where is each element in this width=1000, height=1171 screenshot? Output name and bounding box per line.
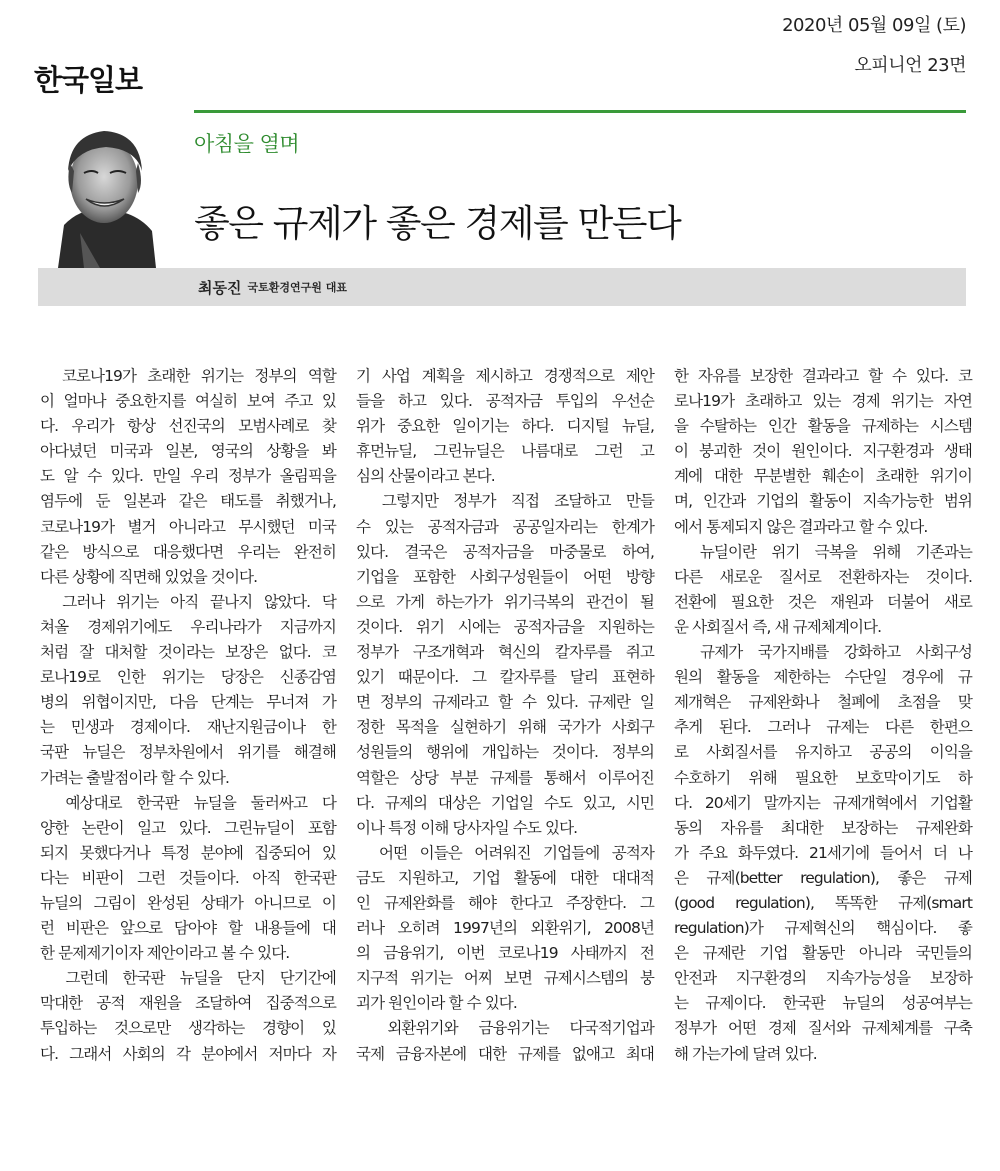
author-photo [40, 113, 168, 268]
article-line: 는 민생과 경제이다. 재난지원금이나 한 [40, 718, 336, 737]
article-line: 금도 지원하고, 기업 활동에 대한 대대적 [356, 868, 654, 887]
article-line: 으로 가게 하는가가 위기극복의 관건이 될 [356, 592, 654, 611]
article-line: 있다. 결국은 공적자금을 마중물로 하여, [356, 542, 654, 561]
article-line: 같은 방식으로 대응했다면 우리는 완전히 [40, 542, 336, 561]
article-line: 뉴딜의 그림이 완성된 상태가 아니므로 이 [40, 893, 336, 912]
article-line: 정한 목적을 실현하기 위해 국가가 사회구 [356, 718, 654, 737]
article-line: 막대한 공적 재원을 조달하여 집중적으로 [40, 994, 336, 1013]
article-line: 예상대로 한국판 뉴딜을 둘러싸고 다 [40, 793, 336, 812]
article-line: 괴가 원인이라 할 수 있다. [356, 994, 517, 1013]
article-line: 들을 하고 있다. 공적자금 투입의 우선순 [356, 392, 654, 411]
article-line: 외환위기와 금융위기는 다국적기업과 [356, 1019, 654, 1038]
article-line: 도 알 수 있다. 만일 우리 정부가 올림픽을 [40, 467, 336, 486]
section-divider [194, 110, 966, 113]
article-line: 가려는 출발점이라 할 수 있다. [40, 768, 230, 787]
article-line: 에서 통제되지 않은 결과라고 할 수 있다. [674, 517, 928, 536]
article-line: 운 사회질서 즉, 새 규제체계이다. [674, 617, 882, 636]
publication-date: 2020년 05월 09일 (토) [782, 15, 966, 36]
article-line: 있기 때문이다. 그 칼자루를 달리 표현하 [356, 668, 654, 687]
article-line: 양한 논란이 일고 있다. 그린뉴딜이 포함 [40, 818, 336, 837]
article-line: 다. 규제의 대상은 기업일 수도 있고, 시민 [356, 793, 654, 812]
article-line: (good regulation), 똑똑한 규제(smart [674, 893, 972, 912]
article-line: 을 수탈하는 인간 활동을 규제하는 시스템 [674, 417, 972, 436]
article-line: 정부가 구조개혁과 혁신의 칼자루를 쥐고 [356, 643, 654, 662]
article-line: 것이다. 위기 시에는 공적자금을 지원하는 [356, 617, 654, 636]
article-line: 위가 중요한 일이기는 하다. 디지털 뉴딜, [356, 417, 654, 436]
article-line: 그러나 위기는 아직 끝나지 않았다. 닥 [40, 592, 336, 611]
article-line: 전환에 필요한 것은 재원과 더불어 새로 [674, 592, 972, 611]
article-line: 의 금융위기, 이번 코로나19 사태까지 전 [356, 944, 654, 963]
article-line: 인 규제완화를 해야 한다고 주장한다. 그 [356, 893, 654, 912]
article-line: 지구적 위기는 어찌 보면 규제시스템의 붕 [356, 969, 654, 988]
article-line: 추게 된다. 그러나 규제는 다른 한편으 [674, 718, 972, 737]
article-line: 며, 인간과 기업의 활동이 지속가능한 범위 [674, 492, 972, 511]
article-line: 러나 오히려 1997년의 외환위기, 2008년 [356, 919, 654, 938]
article-line: 은 규제란 기업 활동만 아니라 국민들의 [674, 944, 972, 963]
article-line: 어떤 이들은 어려워진 기업들에 공적자 [356, 843, 654, 862]
article-line: regulation)가 규제혁신의 핵심이다. 좋 [674, 919, 972, 938]
article-line: 규제가 국가지배를 강화하고 사회구성 [674, 643, 972, 662]
section-page: 오피니언 23면 [854, 55, 966, 76]
article-line: 가 주요 화두였다. 21세기에 들어서 더 나 [674, 843, 972, 862]
article-line: 다. 그래서 사회의 각 분야에서 저마다 자 [40, 1044, 336, 1063]
article-line: 성원들의 행위에 개입하는 것이다. 정부의 [356, 743, 654, 762]
article-line: 국판 뉴딜은 정부차원에서 위기를 해결해 [40, 743, 336, 762]
article-line: 한 문제제기이자 제안이라고 볼 수 있다. [40, 944, 290, 963]
publication-masthead: 한국일보 [34, 63, 143, 97]
article-line: 로나19가 초래하고 있는 경제 위기는 자연 [674, 392, 972, 411]
article-line: 이나 특정 이해 당사자일 수도 있다. [356, 818, 578, 837]
article-line: 처럼 잘 대처할 것이라는 보장은 없다. 코 [40, 643, 336, 662]
article-column-3 [674, 364, 972, 1067]
article-line: 다. 우리가 항상 선진국의 모범사례로 찾 [40, 417, 336, 436]
article-line: 국제 금융자본에 대한 규제를 없애고 최대 [356, 1044, 654, 1063]
dateline [782, 6, 966, 86]
article-line: 수 있는 공적자금과 공공일자리는 한계가 [356, 517, 654, 536]
article-line: 투입하는 것으로만 생각하는 경향이 있 [40, 1019, 336, 1038]
article-column-2 [356, 364, 654, 1067]
article-line: 휴먼뉴딜, 그린뉴딜은 나름대로 그런 고 [356, 442, 654, 461]
byline-bar [38, 268, 966, 306]
article-line: 기업을 포함한 사회구성원들이 어떤 방향 [356, 567, 654, 586]
article-line: 안전과 지구환경의 지속가능성을 보장하 [674, 969, 972, 988]
article-line: 정부가 어떤 경제 질서와 규제체계를 구축 [674, 1019, 972, 1038]
article-line: 동의 자유를 최대한 보장하는 규제완화 [674, 818, 972, 837]
article-line: 면 정부의 규제라고 할 수 있다. 규제란 일 [356, 693, 654, 712]
article-line: 계에 대한 무분별한 훼손이 초래한 위기이 [674, 467, 972, 486]
article-headline: 좋은 규제가 좋은 경제를 만든다 [194, 202, 681, 245]
article-line: 병의 위협이지만, 다음 단계는 무너져 가 [40, 693, 336, 712]
article-line: 제개혁은 규제완화나 철폐에 초점을 맞 [674, 693, 972, 712]
article-line: 이 붕괴한 것이 원인이다. 지구환경과 생태 [674, 442, 972, 461]
article-line: 로 사회질서를 유지하고 공공의 이익을 [674, 743, 972, 762]
article-line: 아다녔던 미국과 일본, 영국의 상황을 봐 [40, 442, 336, 461]
article-line: 되지 못했다거나 특정 분야에 집중되어 있 [40, 843, 336, 862]
article-line: 원의 활동을 제한하는 수단일 경우에 규 [674, 668, 972, 687]
article-line: 다는 비판이 그런 것들이다. 아직 한국판 [40, 868, 336, 887]
author-title: 국토환경연구원 대표 [247, 281, 347, 294]
author-portrait-icon [40, 113, 168, 268]
article-line: 역할은 상당 부분 규제를 통해서 이루어진 [356, 768, 654, 787]
article-line: 코로나19가 초래한 위기는 정부의 역할 [40, 367, 336, 385]
article-line: 는 규제이다. 한국판 뉴딜의 성공여부는 [674, 994, 972, 1013]
article-line: 한 자유를 보장한 결과라고 할 수 있다. 코 [674, 367, 972, 385]
article-line: 은 규제(better regulation), 좋은 규제 [674, 868, 972, 887]
article-line: 런 비판은 앞으로 담아야 할 내용들에 대 [40, 919, 336, 938]
article-line: 그렇지만 정부가 직접 조달하고 만들 [356, 492, 654, 511]
article-line: 기 사업 계획을 제시하고 경쟁적으로 제안 [356, 367, 654, 385]
article-line: 로나19로 인한 위기는 당장은 신종감염 [40, 668, 336, 687]
article-line: 그런데 한국판 뉴딜을 단지 단기간에 [40, 969, 336, 988]
article-line: 이 얼마나 중요한지를 여실히 보여 주고 있 [40, 392, 336, 411]
article-line: 쳐올 경제위기에도 우리나라가 지금까지 [40, 617, 336, 636]
article-line: 뉴딜이란 위기 극복을 위해 기존과는 [674, 542, 972, 561]
article-line: 해 가는가에 달려 있다. [674, 1044, 817, 1063]
article-line: 염두에 둔 일본과 같은 태도를 취했거나, [40, 492, 336, 511]
column-label: 아침을 열며 [194, 132, 300, 156]
article-column-1 [40, 364, 336, 1067]
article-line: 코로나19가 별거 아니라고 무시했던 미국 [40, 517, 336, 536]
article-line: 심의 산물이라고 본다. [356, 467, 495, 486]
article-line: 다. 20세기 말까지는 규제개혁에서 기업활 [674, 793, 972, 812]
article-line: 다른 상황에 직면해 있었을 것이다. [40, 567, 258, 586]
article-line: 수호하기 위해 필요한 보호막이기도 하 [674, 768, 972, 787]
author-name: 최동진 [198, 278, 242, 297]
article-line: 다른 새로운 질서로 전환하자는 것이다. [674, 567, 972, 586]
